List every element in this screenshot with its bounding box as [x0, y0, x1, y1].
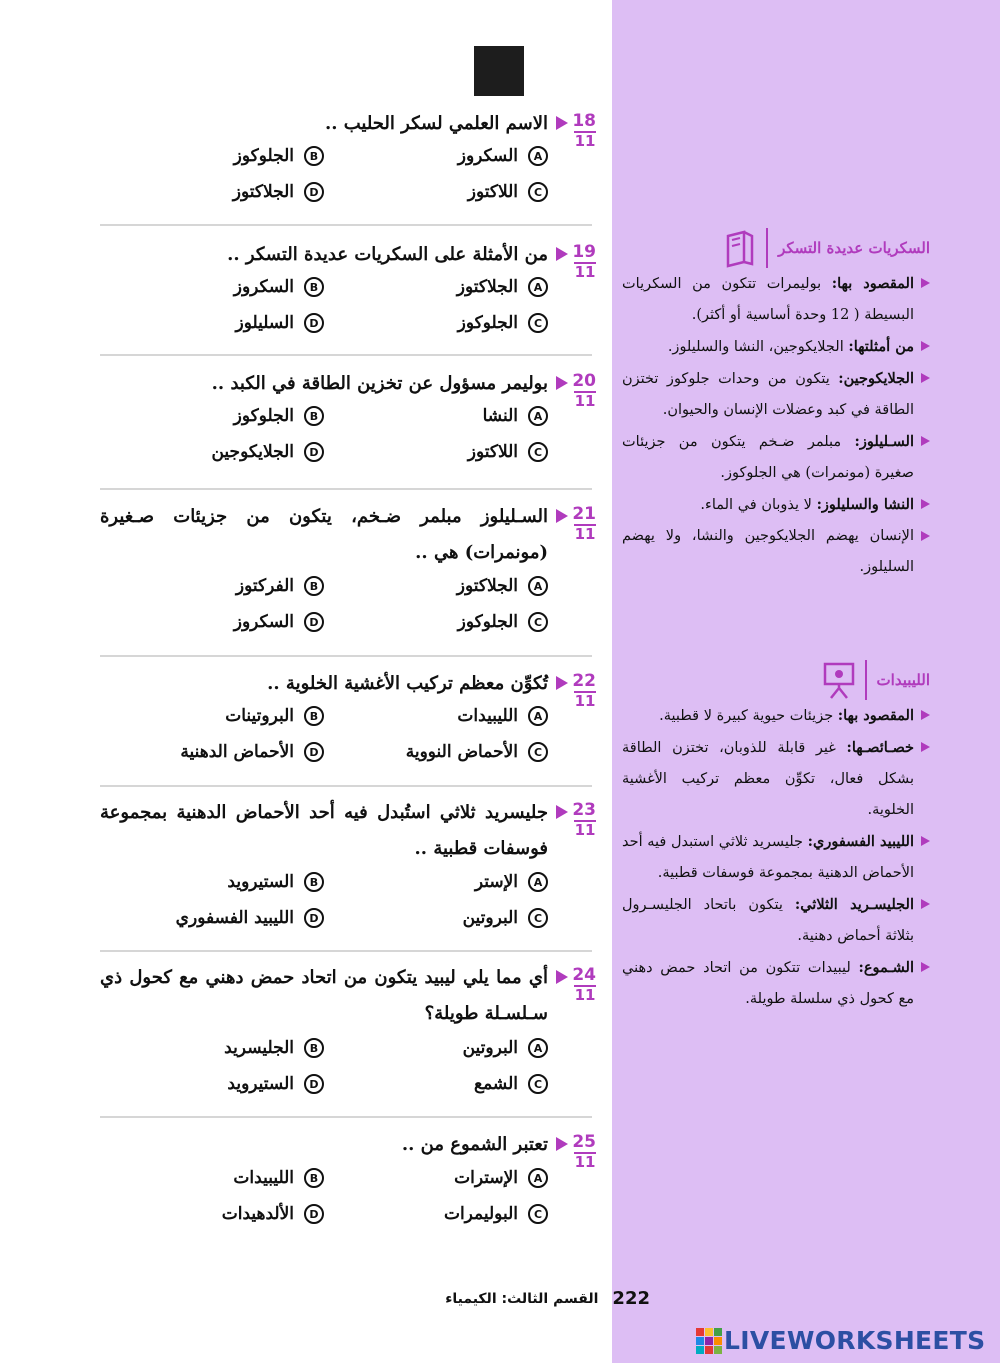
answer-option[interactable] — [458, 146, 548, 166]
title-divider — [865, 660, 867, 700]
answer-option[interactable] — [234, 146, 324, 166]
section-name: القسم الثالث: الكيمياء — [445, 1290, 599, 1307]
option-letter-badge: B — [304, 872, 324, 892]
option-letter-badge: B — [304, 406, 324, 426]
pointer-arrow-icon — [556, 805, 568, 819]
answer-option[interactable] — [236, 313, 324, 333]
question-text: الاسم العلمي لسكر الحليب .. — [324, 113, 548, 134]
option-letter-badge: C — [528, 908, 548, 928]
option-letter-badge: B — [304, 576, 324, 596]
fact-label: المقصود بها: — [831, 275, 914, 292]
question-text: أي مما يلي ليبيد يتكون من اتحاد حمض دهني مع كحول ذي سـلسـلة طويلة؟ — [100, 967, 548, 1024]
answer-option[interactable] — [454, 1168, 548, 1188]
title-divider — [766, 228, 768, 268]
sidebar-fact — [622, 331, 930, 363]
answer-option[interactable] — [406, 742, 548, 762]
question-number-top: 25 — [572, 1132, 596, 1152]
pointer-arrow-icon — [556, 676, 568, 690]
option-text: الإسترات — [454, 1168, 518, 1188]
answer-option[interactable] — [225, 706, 324, 726]
option-letter-badge: D — [304, 742, 324, 762]
option-text: البوليمرات — [443, 1204, 518, 1224]
question-number-top: 24 — [572, 965, 596, 985]
question-text: من الأمثلة على السكريات عديدة التسكر .. — [227, 244, 548, 265]
option-letter-badge: D — [304, 182, 324, 202]
fact-label: من أمثلتها: — [848, 338, 914, 355]
question-item — [100, 372, 596, 488]
option-text: الإستر — [474, 872, 518, 892]
sidebar-title-polysaccharides — [722, 228, 930, 268]
liveworksheets-brand[interactable] — [696, 1326, 985, 1355]
option-letter-badge: C — [528, 1074, 548, 1094]
option-letter-badge: C — [528, 313, 548, 333]
answer-option[interactable] — [468, 442, 548, 462]
question-text: بوليمر مسؤول عن تخزين الطاقة في الكبد .. — [211, 373, 548, 394]
fact-text: غير قابلة للذوبان، تختزن الطاقة بشكل فعال، تكوِّن معظم تركيب الأغشية الخلوية. — [622, 740, 914, 818]
question-item — [100, 672, 596, 788]
option-text: الأحماض النووية — [405, 742, 518, 762]
answer-option[interactable] — [222, 1204, 324, 1224]
answer-option[interactable] — [227, 872, 324, 892]
question-number-top: 18 — [572, 111, 596, 131]
option-letter-badge: B — [304, 706, 324, 726]
option-text: الليبيدات — [457, 706, 518, 726]
sidebar-title-lipids — [821, 660, 930, 700]
option-text: الجلوكوز — [457, 313, 518, 333]
answer-option[interactable] — [463, 908, 548, 928]
question-number-top: 20 — [572, 371, 596, 391]
option-text: اللاكتوز — [467, 182, 518, 202]
option-letter-badge: D — [304, 442, 324, 462]
question-text: تعتبر الشموع من .. — [401, 1134, 548, 1155]
sidebar-fact — [622, 732, 930, 826]
fact-label: النشا والسليلوز: — [816, 496, 914, 513]
fact-label: الجليسـريد الثلاثي: — [794, 896, 914, 913]
option-text: الجلوكوز — [457, 612, 518, 632]
option-letter-badge: B — [304, 1168, 324, 1188]
option-letter-badge: C — [528, 1204, 548, 1224]
fact-label: الليبيد الفسفوري: — [807, 833, 914, 850]
option-text: الليبيد الفسفوري — [175, 908, 294, 928]
question-number-bottom: 11 — [574, 986, 596, 1004]
option-letter-badge: B — [304, 146, 324, 166]
brand-name: LIVEWORKSHEETS — [724, 1326, 986, 1355]
option-text: الألدهيدات — [221, 1204, 294, 1224]
option-text: الجلايكوجين — [211, 442, 294, 462]
question-number-top: 23 — [572, 800, 596, 820]
option-text: الأحماض الدهنية — [180, 742, 294, 762]
answer-option[interactable] — [236, 576, 324, 596]
option-text: السليلوز — [235, 313, 294, 333]
option-text: البروتينات — [225, 706, 294, 726]
fact-label: الشـموع: — [858, 959, 914, 976]
question-number — [574, 112, 596, 150]
pointer-arrow-icon — [556, 376, 568, 390]
sidebar-fact — [622, 363, 930, 426]
option-letter-badge: D — [304, 908, 324, 928]
question-number-bottom: 11 — [574, 132, 596, 150]
answer-option[interactable] — [468, 182, 548, 202]
pointer-arrow-icon — [556, 116, 568, 130]
fact-label: المقصود بها: — [837, 707, 914, 724]
answer-option[interactable] — [180, 742, 324, 762]
question-number — [574, 966, 596, 1004]
sidebar-fact — [622, 268, 930, 331]
fact-text: مبلمر ضـخم يتكون من جزيئات صغيرة (مونمرات) هي الجلوكوز. — [622, 434, 914, 481]
option-text: السكروز — [233, 277, 294, 297]
sidebar-fact — [622, 700, 930, 732]
pointer-arrow-icon — [556, 970, 568, 984]
sidebar-fact — [622, 952, 930, 1015]
fact-label: الجلايكوجين: — [838, 370, 914, 387]
pointer-arrow-icon — [556, 247, 568, 261]
option-letter-badge: D — [304, 612, 324, 632]
question-item — [100, 1133, 596, 1249]
option-letter-badge: B — [304, 277, 324, 297]
sidebar-panel — [612, 0, 1000, 1363]
answer-option[interactable] — [463, 1038, 548, 1058]
option-text: الستيرويد — [227, 872, 294, 892]
fact-text: يتكون باتحاد الجليسـرول بثلاثة أحماض دهنية. — [622, 897, 914, 944]
option-text: الشمع — [474, 1074, 518, 1094]
question-number — [574, 1133, 596, 1171]
answer-option[interactable] — [458, 612, 548, 632]
answer-option[interactable] — [475, 872, 548, 892]
answer-option[interactable] — [457, 576, 548, 596]
answer-option[interactable] — [458, 313, 548, 333]
option-text: النشا — [482, 406, 518, 426]
fact-label: خصـائصـها: — [846, 739, 914, 756]
liveworksheets-logo-icon — [696, 1328, 722, 1354]
option-letter-badge: D — [304, 1074, 324, 1094]
option-letter-badge: A — [528, 1038, 548, 1058]
option-letter-badge: C — [528, 182, 548, 202]
fact-label: السـليلوز: — [854, 433, 914, 450]
answer-option[interactable] — [233, 1168, 324, 1188]
page-number: 222 — [612, 1288, 650, 1309]
question-item — [100, 966, 596, 1118]
option-letter-badge: C — [528, 442, 548, 462]
sidebar-fact — [622, 489, 930, 521]
answer-option[interactable] — [233, 182, 324, 202]
fact-text: جزيئات حيوية كبيرة لا قطبية. — [659, 708, 838, 724]
answer-option[interactable] — [457, 277, 548, 297]
option-text: الجلوكوز — [233, 146, 294, 166]
answer-option[interactable] — [457, 706, 548, 726]
option-letter-badge: C — [528, 742, 548, 762]
sidebar-fact — [622, 426, 930, 489]
question-number — [574, 243, 596, 281]
section-title: الليبيدات — [876, 671, 930, 689]
option-letter-badge: A — [528, 277, 548, 297]
sidebar-fact — [622, 826, 930, 889]
answer-option[interactable] — [176, 908, 324, 928]
section-title: السكريات عديدة التسكر — [778, 239, 930, 257]
option-text: البروتين — [462, 908, 518, 928]
sidebar-fact — [622, 889, 930, 952]
question-number-top: 19 — [572, 242, 596, 262]
question-number — [574, 372, 596, 410]
option-letter-badge: A — [528, 146, 548, 166]
option-letter-badge: A — [528, 576, 548, 596]
sidebar-fact — [622, 521, 930, 583]
question-number-bottom: 11 — [574, 392, 596, 410]
fact-text: بوليمرات تتكون من السكريات البسيطة ( 12 وحدة أساسية أو أكثر). — [622, 276, 914, 323]
answer-option[interactable] — [474, 1074, 548, 1094]
option-letter-badge: A — [528, 406, 548, 426]
answer-option[interactable] — [483, 406, 548, 426]
pointer-arrow-icon — [556, 509, 568, 523]
question-number-bottom: 11 — [574, 821, 596, 839]
option-text: الفركتوز — [235, 576, 294, 596]
question-item — [100, 112, 596, 228]
sidebar-items-lipids — [622, 700, 930, 1015]
option-text: الجلوكوز — [233, 406, 294, 426]
fact-text: ليبيدات تتكون من اتحاد حمض دهني مع كحول ذي سلسلة طويلة. — [622, 960, 914, 1007]
question-item — [100, 505, 596, 657]
option-letter-badge: D — [304, 313, 324, 333]
fact-text: الإنسان يهضم الجلايكوجين والنشا، ولا يهضم السليلوز. — [622, 528, 914, 575]
answer-option[interactable] — [444, 1204, 548, 1224]
option-letter-badge: A — [528, 706, 548, 726]
option-letter-badge: C — [528, 612, 548, 632]
answer-option[interactable] — [234, 277, 324, 297]
answer-option[interactable] — [234, 406, 324, 426]
option-letter-badge: A — [528, 1168, 548, 1188]
fact-text: الجلايكوجين، النشا والسليلوز. — [667, 339, 849, 355]
option-text: الستيرويد — [227, 1074, 294, 1094]
question-item — [100, 243, 596, 359]
book-icon — [722, 228, 758, 268]
answer-option[interactable] — [224, 1038, 324, 1058]
answer-option[interactable] — [234, 612, 324, 632]
option-text: السكروز — [233, 612, 294, 632]
question-text: جليسريد ثلاثي استُبدل فيه أحد الأحماض الدهنية بمجموعة فوسفات قطبية .. — [100, 802, 548, 859]
option-text: الليبيدات — [233, 1168, 294, 1188]
option-letter-badge: A — [528, 872, 548, 892]
fact-text: يتكون من وحدات جلوكوز تختزن الطاقة في كبد وعضلات الإنسان والحيوان. — [622, 371, 914, 418]
option-text: السكروز — [457, 146, 518, 166]
page-footer — [445, 1288, 650, 1309]
option-letter-badge: B — [304, 1038, 324, 1058]
question-divider — [100, 488, 592, 490]
fact-text: جليسريد ثلاثي استبدل فيه أحد الأحماض الدهنية بمجموعة فوسفات قطبية. — [622, 834, 914, 881]
presentation-icon — [821, 660, 857, 700]
qr-code — [474, 46, 524, 96]
option-text: الجلاكتوز — [232, 182, 294, 202]
question-number-top: 21 — [572, 504, 596, 524]
option-text: الجلاكتوز — [456, 576, 518, 596]
option-text: الجلاكتوز — [456, 277, 518, 297]
question-number-bottom: 11 — [574, 263, 596, 281]
option-text: اللاكتوز — [467, 442, 518, 462]
option-text: الجليسريد — [224, 1038, 294, 1058]
pointer-arrow-icon — [556, 1137, 568, 1151]
question-text: تُكوِّن معظم تركيب الأغشية الخلوية .. — [267, 673, 548, 694]
question-number — [574, 672, 596, 710]
fact-text: لا يذوبان في الماء. — [700, 497, 817, 513]
question-item — [100, 801, 596, 953]
question-number-bottom: 11 — [574, 525, 596, 543]
sidebar-items-polysaccharides — [622, 268, 930, 583]
question-number-top: 22 — [572, 671, 596, 691]
question-number-bottom: 11 — [574, 692, 596, 710]
option-letter-badge: D — [304, 1204, 324, 1224]
answer-option[interactable] — [227, 1074, 324, 1094]
question-number-bottom: 11 — [574, 1153, 596, 1171]
question-number — [574, 801, 596, 839]
option-text: البروتين — [462, 1038, 518, 1058]
question-number — [574, 505, 596, 543]
answer-option[interactable] — [211, 442, 324, 462]
question-text: السـليلوز مبلمر ضـخم، يتكون من جزيئات صـغيرة (مونمرات) هي .. — [100, 506, 548, 563]
